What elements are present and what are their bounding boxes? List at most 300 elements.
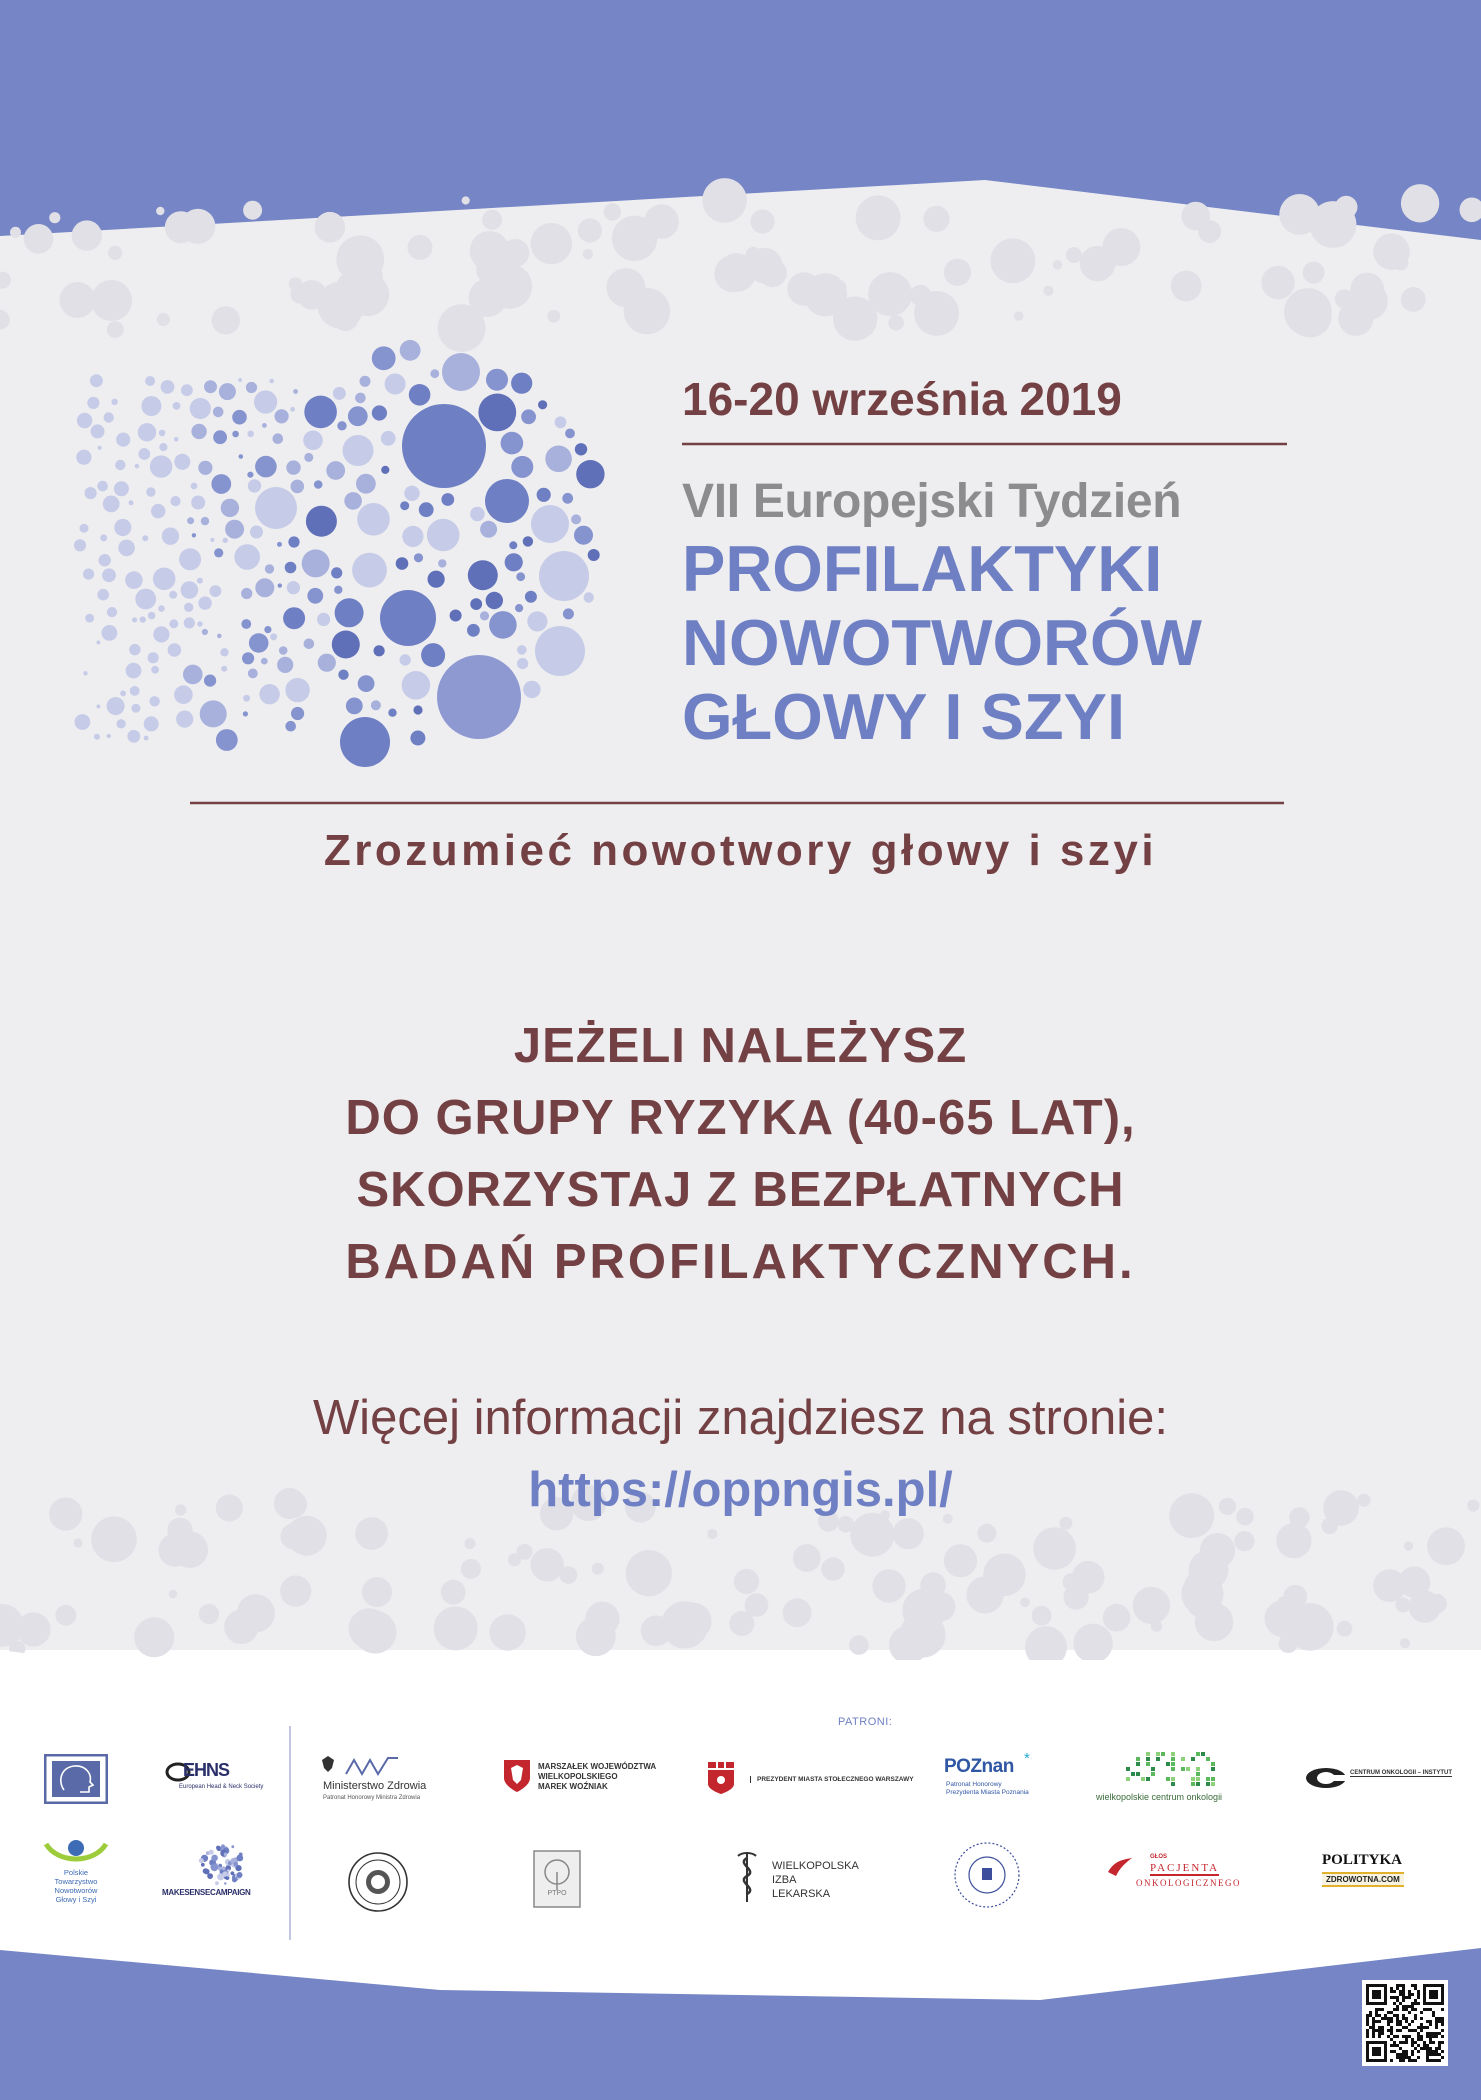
head-dot bbox=[111, 399, 117, 405]
qr-module bbox=[1429, 2041, 1432, 2044]
qr-module bbox=[1402, 1990, 1405, 1993]
qr-module bbox=[1390, 2038, 1393, 2041]
stamp-icon bbox=[952, 1840, 1022, 1910]
head-dot bbox=[98, 446, 102, 450]
background-dot bbox=[156, 207, 164, 215]
wco-name: wielkopolskie centrum onkologii bbox=[1096, 1792, 1223, 1802]
qr-module bbox=[1402, 1999, 1405, 2002]
head-dot bbox=[85, 614, 94, 623]
wco-pixel bbox=[1196, 1782, 1200, 1786]
qr-module bbox=[1414, 2014, 1417, 2017]
qr-module bbox=[1396, 2020, 1399, 2023]
qr-module bbox=[1411, 2029, 1414, 2032]
logo-polityka-zdrowotna bbox=[1322, 1852, 1422, 1892]
head-dot bbox=[241, 619, 251, 629]
background-dot bbox=[461, 1559, 481, 1579]
head-dot bbox=[535, 626, 585, 676]
head-dot bbox=[485, 479, 529, 523]
qr-module bbox=[1411, 2008, 1414, 2011]
head-dot bbox=[151, 504, 165, 518]
background-dot bbox=[1427, 1527, 1465, 1565]
qr-module bbox=[1429, 2059, 1432, 2062]
head-dot bbox=[135, 464, 140, 469]
wco-pixel bbox=[1146, 1762, 1150, 1766]
qr-module bbox=[1438, 2017, 1441, 2020]
head-dot bbox=[223, 538, 228, 543]
head-dot bbox=[275, 409, 289, 423]
qr-module bbox=[1432, 2053, 1435, 2056]
background-dot bbox=[856, 196, 901, 241]
head-dot bbox=[421, 643, 445, 667]
qr-module bbox=[1384, 2017, 1387, 2020]
head-dot bbox=[243, 711, 248, 716]
head-dot bbox=[509, 541, 517, 549]
qr-module bbox=[1381, 2008, 1384, 2011]
event-title-line-1: PROFILAKTYKI bbox=[682, 532, 1163, 605]
msc-dot bbox=[201, 1863, 205, 1867]
qr-module bbox=[1408, 2023, 1411, 2026]
qr-module bbox=[1393, 2014, 1396, 2017]
background-dot bbox=[745, 1593, 769, 1617]
wco-pixel bbox=[1156, 1752, 1160, 1756]
logo-marszalek bbox=[502, 1758, 662, 1808]
qr-module bbox=[1435, 2026, 1438, 2029]
background-dot bbox=[108, 246, 122, 260]
head-dot bbox=[190, 398, 211, 419]
wco-pixel bbox=[1146, 1777, 1150, 1781]
head-dot bbox=[563, 608, 574, 619]
qr-module bbox=[1378, 2008, 1381, 2011]
head-dot bbox=[374, 645, 385, 656]
head-dot bbox=[286, 460, 300, 474]
head-dot bbox=[293, 389, 298, 394]
qr-module bbox=[1405, 2053, 1408, 2056]
background-dot bbox=[900, 1612, 946, 1658]
background-dot bbox=[243, 201, 262, 220]
qr-module bbox=[1408, 2029, 1411, 2032]
background-dot bbox=[72, 220, 102, 250]
background-dot bbox=[1184, 1520, 1195, 1531]
background-dot bbox=[1349, 282, 1388, 321]
background-dot bbox=[1171, 271, 1202, 302]
qr-module bbox=[1408, 2011, 1411, 2014]
head-dot bbox=[87, 397, 99, 409]
wco-pixel bbox=[1191, 1782, 1195, 1786]
qr-module bbox=[1423, 2008, 1426, 2011]
background-dot bbox=[1066, 247, 1082, 263]
qr-module bbox=[1378, 2020, 1381, 2023]
head-dot bbox=[584, 592, 594, 602]
wil-line-3: LEKARSKA bbox=[772, 1888, 831, 1900]
head-dot bbox=[372, 405, 387, 420]
background-dot bbox=[165, 211, 197, 243]
head-dot bbox=[385, 374, 406, 395]
qr-code[interactable] bbox=[1362, 1980, 1448, 2066]
qr-module bbox=[1366, 2029, 1369, 2032]
background-dot bbox=[998, 1577, 1015, 1594]
qr-module bbox=[1399, 1984, 1402, 1987]
message-line-2: DO GRUPY RYZYKA (40-65 LAT), bbox=[345, 1091, 1136, 1145]
head-dot bbox=[283, 607, 305, 629]
head-dot bbox=[478, 394, 516, 432]
qr-module bbox=[1405, 2017, 1408, 2020]
head-dot bbox=[140, 616, 146, 622]
head-dot bbox=[430, 369, 439, 378]
wco-pixel bbox=[1166, 1762, 1170, 1766]
qr-module bbox=[1405, 2041, 1408, 2044]
background-dot bbox=[1053, 260, 1062, 269]
qr-module bbox=[1387, 2020, 1390, 2023]
head-dot bbox=[290, 407, 295, 412]
head-dot bbox=[217, 634, 222, 639]
head-dot bbox=[75, 714, 91, 730]
head-dot bbox=[334, 586, 342, 594]
qr-module bbox=[1420, 2029, 1423, 2032]
head-dot bbox=[125, 571, 143, 589]
glos-line-2: ONKOLOGICZNEGO bbox=[1136, 1878, 1241, 1888]
head-dot bbox=[145, 376, 155, 386]
head-dot bbox=[438, 559, 446, 567]
qr-module bbox=[1411, 2053, 1414, 2056]
head-dot bbox=[505, 553, 523, 571]
msc-dot bbox=[199, 1858, 204, 1863]
head-dot bbox=[210, 538, 214, 542]
background-dot bbox=[482, 210, 502, 230]
qr-module bbox=[1432, 2032, 1435, 2035]
head-dot bbox=[159, 443, 167, 451]
head-dot bbox=[97, 481, 108, 492]
msc-dot bbox=[211, 1863, 219, 1871]
qr-module bbox=[1405, 2008, 1408, 2011]
wco-pixel bbox=[1196, 1772, 1200, 1776]
wco-pixel bbox=[1126, 1767, 1130, 1771]
head-dot bbox=[130, 686, 140, 696]
background-dot bbox=[315, 212, 346, 243]
msc-dot bbox=[231, 1845, 234, 1848]
head-dot bbox=[191, 424, 206, 439]
head-dot bbox=[291, 707, 304, 720]
background-dot bbox=[635, 1552, 651, 1568]
head-dot bbox=[523, 536, 533, 546]
background-dot bbox=[49, 212, 60, 223]
logo-ptnogis-box bbox=[44, 1754, 108, 1804]
qr-module bbox=[1378, 2032, 1381, 2035]
qr-module bbox=[1390, 1990, 1393, 1993]
head-dot bbox=[302, 549, 330, 577]
background-dot bbox=[1401, 184, 1439, 222]
head-dot bbox=[270, 633, 277, 640]
head-dot bbox=[221, 499, 239, 517]
head-dot bbox=[220, 648, 228, 656]
qr-module bbox=[1387, 2029, 1390, 2032]
qr-module bbox=[1441, 2035, 1444, 2038]
qr-module bbox=[1429, 1990, 1438, 1999]
background-dot bbox=[1261, 266, 1294, 299]
qr-module bbox=[1366, 2032, 1369, 2035]
wco-pixel bbox=[1136, 1772, 1140, 1776]
head-dot bbox=[141, 396, 161, 416]
wco-pixel bbox=[1211, 1767, 1215, 1771]
head-dot bbox=[214, 548, 223, 557]
head-dot bbox=[343, 435, 374, 466]
head-dot bbox=[232, 431, 239, 438]
background-dot bbox=[224, 1610, 258, 1644]
head-dot bbox=[181, 581, 199, 599]
head-dot bbox=[85, 487, 97, 499]
head-dot bbox=[555, 416, 567, 428]
website-link[interactable]: https://oppngis.pl/ bbox=[528, 1463, 953, 1517]
head-dot bbox=[486, 592, 503, 609]
qr-module bbox=[1387, 2011, 1390, 2014]
qr-module bbox=[1366, 2035, 1369, 2038]
background-dot bbox=[661, 1601, 708, 1648]
head-dot bbox=[410, 731, 425, 746]
background-dot bbox=[978, 1524, 997, 1543]
head-dot bbox=[314, 480, 323, 489]
msc-dot bbox=[215, 1881, 219, 1885]
qr-module bbox=[1396, 1999, 1399, 2002]
background-dot bbox=[1373, 1569, 1406, 1602]
qr-module bbox=[1411, 2002, 1414, 2005]
pt-nogis-line-2: Towarzystwo bbox=[54, 1877, 98, 1886]
background-dot bbox=[157, 313, 170, 326]
qr-module bbox=[1441, 2023, 1444, 2026]
head-dot bbox=[355, 393, 366, 404]
head-dot bbox=[198, 596, 211, 609]
bird-icon bbox=[1106, 1856, 1134, 1878]
qr-module bbox=[1435, 2017, 1438, 2020]
background-dot bbox=[60, 282, 96, 318]
head-dot bbox=[131, 704, 140, 713]
qr-module bbox=[1435, 2020, 1438, 2023]
qr-module bbox=[1429, 2035, 1432, 2038]
background-dot bbox=[107, 321, 124, 338]
footer-panel bbox=[0, 1650, 1481, 2000]
background-dot bbox=[1393, 255, 1408, 270]
head-dot bbox=[402, 526, 423, 547]
wco-pixel bbox=[1191, 1777, 1195, 1781]
qr-module bbox=[1366, 2014, 1369, 2017]
logo-ministerstwo-zdrowia bbox=[318, 1754, 428, 1814]
wco-pixel bbox=[1171, 1762, 1175, 1766]
qr-module bbox=[1426, 2056, 1429, 2059]
qr-module bbox=[1402, 1996, 1405, 1999]
wco-pixel bbox=[1171, 1782, 1175, 1786]
pt-nogis-icon bbox=[36, 1838, 116, 1866]
qr-module bbox=[1417, 1996, 1420, 1999]
qr-module bbox=[1426, 2026, 1429, 2029]
wco-pixel bbox=[1131, 1772, 1135, 1776]
head-dot bbox=[333, 387, 346, 400]
qr-module bbox=[1390, 1996, 1393, 1999]
logo-ptpo bbox=[533, 1850, 581, 1908]
qr-module bbox=[1399, 2041, 1402, 2044]
qr-module bbox=[1417, 2002, 1420, 2005]
head-dot bbox=[176, 711, 193, 728]
background-dot bbox=[1182, 202, 1211, 231]
poznan-sub-2: Prezydenta Miasta Poznania bbox=[946, 1789, 1029, 1796]
qr-module bbox=[1411, 2059, 1414, 2062]
head-dot bbox=[200, 700, 227, 727]
qr-module bbox=[1432, 2050, 1435, 2053]
wco-pixel bbox=[1136, 1762, 1140, 1766]
head-dot bbox=[129, 500, 134, 505]
qr-module bbox=[1396, 1984, 1399, 1987]
qr-module bbox=[1411, 2050, 1414, 2053]
head-dot bbox=[213, 430, 227, 444]
background-dot bbox=[784, 1609, 799, 1624]
background-dot bbox=[850, 1513, 894, 1557]
qr-module bbox=[1411, 2020, 1414, 2023]
qr-module bbox=[1426, 2035, 1429, 2038]
marszalek-line-2: WIELKOPOLSKIEGO bbox=[538, 1772, 618, 1781]
head-dot bbox=[442, 353, 480, 391]
caduceus-icon bbox=[732, 1850, 762, 1904]
qr-module bbox=[1438, 2044, 1441, 2047]
background-dot bbox=[10, 227, 21, 238]
logo-pt-nogis bbox=[36, 1838, 116, 1908]
qr-module bbox=[1408, 1990, 1411, 1993]
head-dot bbox=[318, 654, 336, 672]
qr-module bbox=[1390, 2026, 1393, 2029]
qr-module bbox=[1441, 2020, 1444, 2023]
qr-module bbox=[1423, 2026, 1426, 2029]
background-dot bbox=[1303, 262, 1325, 284]
qr-module bbox=[1426, 2032, 1429, 2035]
coat-of-arms-icon bbox=[502, 1758, 532, 1794]
qr-module bbox=[1378, 2026, 1381, 2029]
head-dot bbox=[562, 493, 573, 504]
background-dot bbox=[362, 1577, 392, 1607]
head-dot bbox=[545, 446, 572, 473]
background-dot bbox=[714, 255, 751, 292]
head-dot bbox=[127, 730, 140, 743]
msc-dot bbox=[226, 1873, 229, 1876]
qr-module bbox=[1408, 2035, 1411, 2038]
event-title-line-3: GŁOWY I SZYI bbox=[682, 680, 1126, 753]
head-dot bbox=[150, 455, 172, 477]
seal-icon bbox=[346, 1850, 410, 1914]
background-dot bbox=[1014, 311, 1023, 320]
background-dot bbox=[1278, 1596, 1291, 1609]
background-dot bbox=[280, 1576, 311, 1607]
head-dot bbox=[103, 496, 120, 513]
background-dot bbox=[134, 1617, 174, 1657]
wil-line-2: IZBA bbox=[772, 1874, 797, 1886]
pt-nogis-line-4: Głowy i Szyi bbox=[55, 1895, 97, 1904]
wco-pixel bbox=[1156, 1757, 1160, 1761]
head-dot bbox=[239, 454, 244, 459]
head-dot bbox=[307, 588, 323, 604]
head-dot bbox=[331, 567, 342, 578]
qr-module bbox=[1372, 2047, 1381, 2056]
qr-module bbox=[1396, 2035, 1399, 2038]
wco-pixel bbox=[1196, 1777, 1200, 1781]
head-dot bbox=[173, 402, 181, 410]
head-dot bbox=[104, 412, 114, 422]
head-dot bbox=[537, 488, 551, 502]
head-dot bbox=[232, 410, 247, 425]
qr-module bbox=[1414, 2047, 1417, 2050]
msc-dot bbox=[224, 1882, 226, 1884]
qr-module bbox=[1396, 1996, 1399, 1999]
qr-module bbox=[1396, 2017, 1399, 2020]
head-dot bbox=[174, 454, 190, 470]
qr-module bbox=[1411, 2038, 1414, 2041]
head-dot bbox=[76, 450, 91, 465]
wco-pixel bbox=[1206, 1782, 1210, 1786]
qr-module bbox=[1435, 2047, 1438, 2050]
head-dot bbox=[381, 466, 389, 474]
background-dot bbox=[169, 1590, 178, 1599]
qr-module bbox=[1390, 2029, 1393, 2032]
background-dot bbox=[1059, 1517, 1072, 1530]
head-dot bbox=[467, 624, 480, 637]
qr-module bbox=[1432, 2059, 1435, 2062]
qr-module bbox=[1399, 2059, 1402, 2062]
qr-module bbox=[1372, 2026, 1375, 2029]
mz-name: Ministerstwo Zdrowia bbox=[323, 1780, 427, 1792]
qr-module bbox=[1417, 2044, 1420, 2047]
background-dot bbox=[1337, 1621, 1353, 1637]
qr-module bbox=[1399, 1990, 1402, 1993]
head-dot bbox=[480, 521, 497, 538]
background-dot bbox=[888, 315, 904, 331]
background-dot bbox=[1043, 286, 1053, 296]
background-dot bbox=[438, 304, 486, 352]
qr-module bbox=[1438, 2020, 1441, 2023]
qr-module bbox=[1372, 2035, 1375, 2038]
qr-module bbox=[1402, 2026, 1405, 2029]
head-dot bbox=[285, 562, 297, 574]
qr-module bbox=[1435, 2023, 1438, 2026]
qr-module bbox=[1426, 2044, 1429, 2047]
qr-module bbox=[1414, 2017, 1417, 2020]
polityka-name: POLITYKA bbox=[1322, 1852, 1403, 1868]
qr-module bbox=[1426, 2008, 1429, 2011]
qr-module bbox=[1393, 2008, 1396, 2011]
background-dot bbox=[923, 206, 949, 232]
qr-module bbox=[1372, 2023, 1375, 2026]
head-dot bbox=[191, 483, 198, 490]
pt-nogis-line-3: Nowotworów bbox=[54, 1886, 98, 1895]
head-dot bbox=[400, 340, 421, 361]
qr-module bbox=[1402, 2059, 1405, 2062]
head-dot bbox=[277, 657, 293, 673]
qr-module bbox=[1414, 1984, 1417, 1987]
qr-module bbox=[1396, 2005, 1399, 2008]
qr-module bbox=[1402, 2014, 1405, 2017]
background-dot bbox=[489, 1614, 525, 1650]
qr-module bbox=[1417, 2056, 1420, 2059]
qr-module bbox=[1375, 2029, 1378, 2032]
wco-pixel bbox=[1141, 1777, 1145, 1781]
background-dot bbox=[212, 306, 240, 334]
head-dot bbox=[517, 645, 527, 655]
background-dot bbox=[317, 282, 364, 329]
head-dot bbox=[255, 487, 297, 529]
background-dot bbox=[1102, 228, 1140, 266]
head-dot bbox=[158, 605, 165, 612]
polityka-sub: ZDROWOTNA.COM bbox=[1322, 1872, 1404, 1887]
head-dot bbox=[198, 461, 212, 475]
msc-dot bbox=[217, 1873, 224, 1880]
qr-module bbox=[1405, 2020, 1408, 2023]
qr-module bbox=[1429, 2038, 1432, 2041]
logo-centrum-onkologii bbox=[1304, 1766, 1452, 1790]
head-dot bbox=[254, 390, 277, 413]
qr-module bbox=[1393, 1996, 1396, 1999]
